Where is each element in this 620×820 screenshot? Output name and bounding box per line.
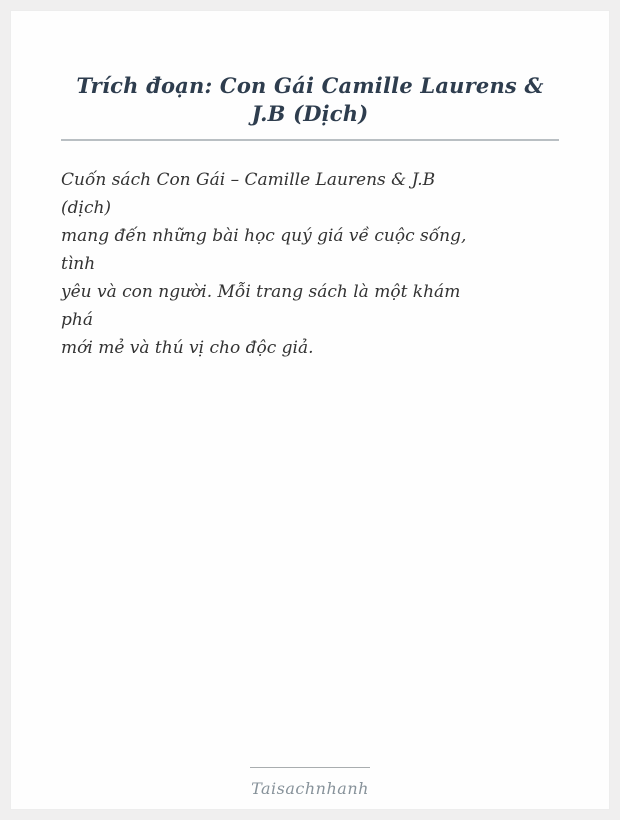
- page-title: Trích đoạn: Con Gái Camille Laurens & J.B (Dịch): [76, 73, 544, 126]
- footer-divider: [250, 767, 370, 768]
- title-divider: [61, 139, 559, 141]
- excerpt-line: yêu và con người. Mỗi trang sách là một khám: [61, 282, 461, 302]
- document-page: [10, 10, 610, 810]
- excerpt-line: mang đến những bài học quý giá về cuộc sống,: [61, 226, 467, 246]
- footer-sitename: Taisachnhanh: [251, 779, 369, 798]
- excerpt-line: Cuốn sách Con Gái – Camille Laurens & J.B: [61, 170, 436, 190]
- excerpt-line: phá: [61, 310, 93, 330]
- page-footer: [61, 767, 559, 809]
- excerpt-line: tình: [61, 254, 96, 274]
- excerpt-line: (dịch): [61, 198, 112, 218]
- excerpt-body: [61, 166, 559, 362]
- excerpt-line: mới mẻ và thú vị cho độc giả.: [61, 338, 314, 358]
